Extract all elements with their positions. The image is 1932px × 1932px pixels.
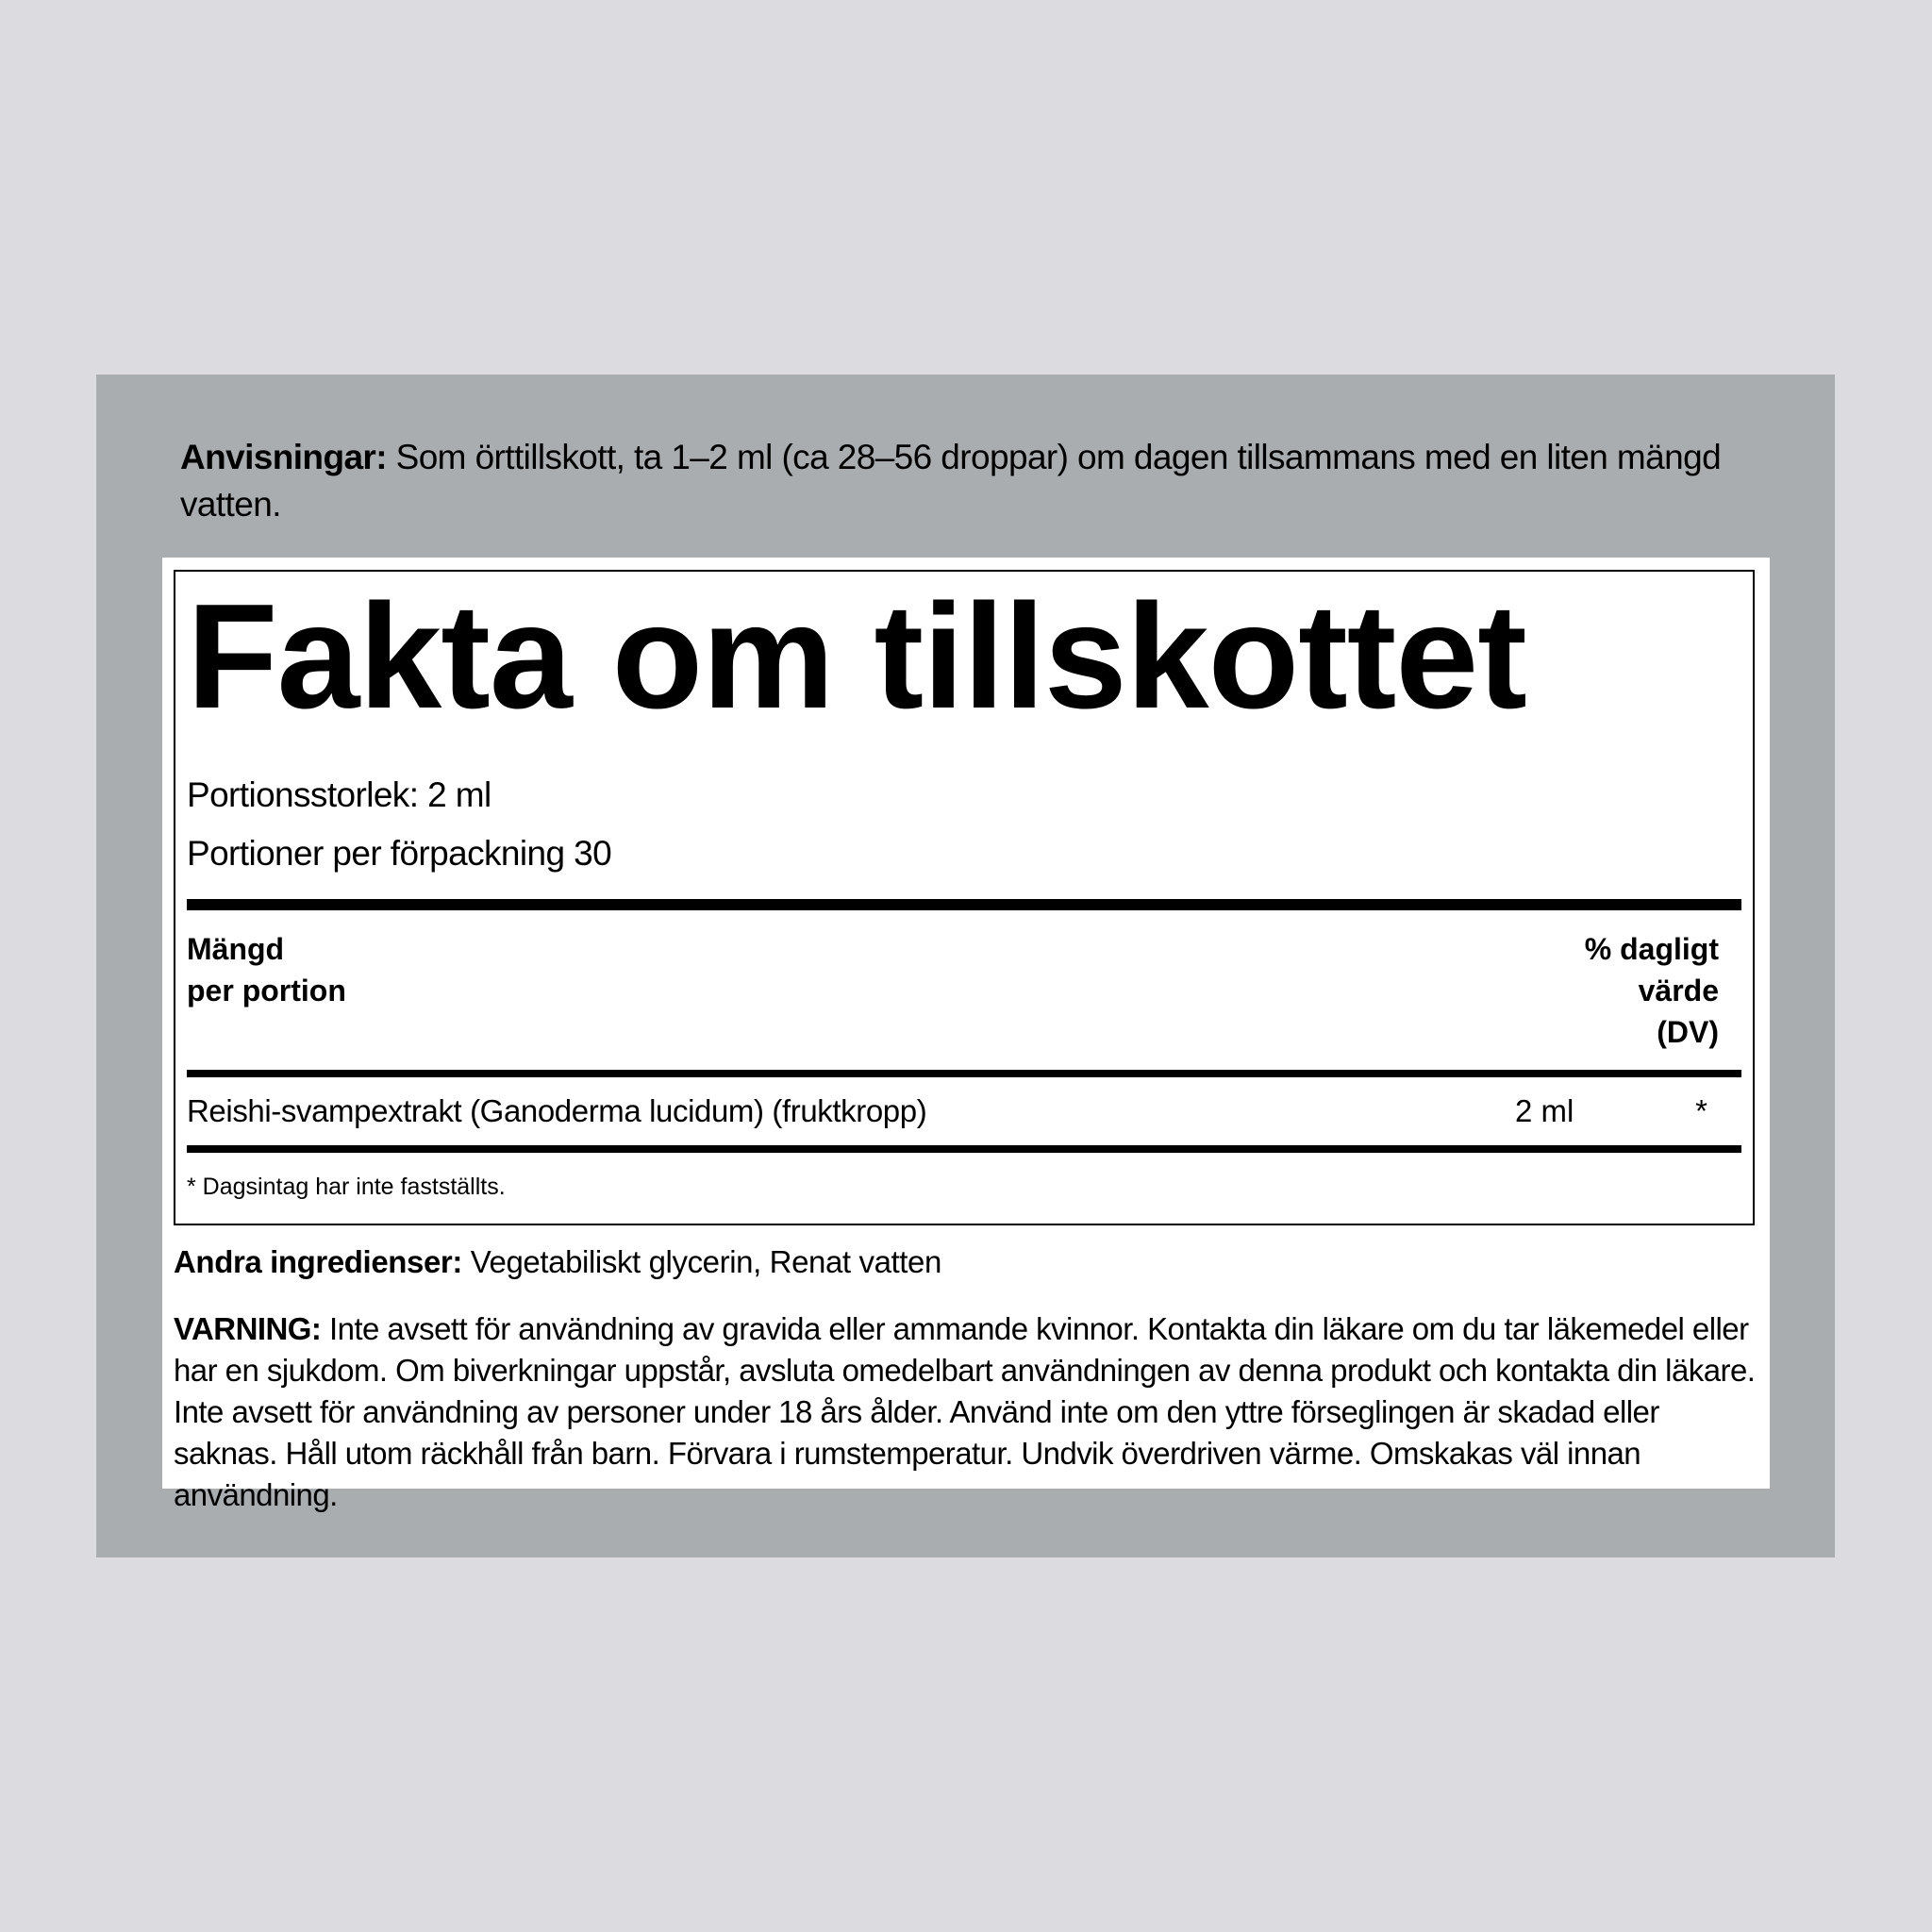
ingredient-amount: 2 ml — [1515, 1093, 1574, 1128]
supplement-facts-box — [174, 570, 1755, 1225]
facts-title: Fakta om tillskottet — [187, 574, 1526, 740]
amount-header-line2: per portion — [187, 974, 346, 1008]
bottom-divider — [187, 1145, 1741, 1153]
supplement-label — [96, 375, 1835, 1557]
directions-text: Som örttillskott, ta 1–2 ml (ca 28–56 droppar) om dagen tillsammans med en liten mängd vatten. — [180, 438, 1722, 524]
amount-header-line1: Mängd — [187, 932, 285, 966]
daily-value-header — [1585, 928, 1719, 1053]
dv-header-line2: värde — [1638, 974, 1719, 1008]
serving-size: Portionsstorlek: 2 ml — [187, 775, 491, 814]
footnote: * Dagsintag har inte fastställts. — [187, 1174, 506, 1200]
warning — [174, 1308, 1768, 1516]
ingredient-row — [187, 1083, 1707, 1140]
ingredient-daily-value: * — [1695, 1093, 1707, 1128]
directions-label: Anvisningar: — [180, 438, 387, 476]
thick-divider — [187, 899, 1741, 910]
warning-text: Inte avsett för användning av gravida eller ammande kvinnor. Kontakta din läkare om du tar läkemedel eller har en sjukdom. Om biverkningar uppstår, avsluta omedelbart användningen av denna produkt och kontakta din läkare. Inte avsett för användning av personer under 18 års ålder. Använd inte om den yttre förseglingen är skadad eller saknas. Håll utom räckhåll från barn. Förvara i rumstemperatur. Undvik överdriven värme. Omskakas väl innan användning. — [174, 1311, 1756, 1512]
amount-per-serving-header — [187, 928, 346, 1011]
label-panel — [162, 558, 1770, 1512]
other-ingredients-text: Vegetabiliskt glycerin, Renat vatten — [461, 1244, 941, 1279]
other-ingredients-label: Andra ingredienser: — [174, 1244, 462, 1279]
directions — [180, 434, 1765, 528]
dv-header-line3: (DV) — [1657, 1015, 1719, 1049]
other-ingredients — [174, 1241, 941, 1283]
servings-per-container: Portioner per förpackning 30 — [187, 834, 612, 873]
warning-label: VARNING: — [174, 1311, 322, 1346]
dv-header-line1: % dagligt — [1584, 932, 1719, 966]
medium-divider — [187, 1070, 1741, 1077]
ingredient-name: Reishi-svampextrakt (Ganoderma lucidum) (fruktkropp) — [187, 1093, 927, 1128]
